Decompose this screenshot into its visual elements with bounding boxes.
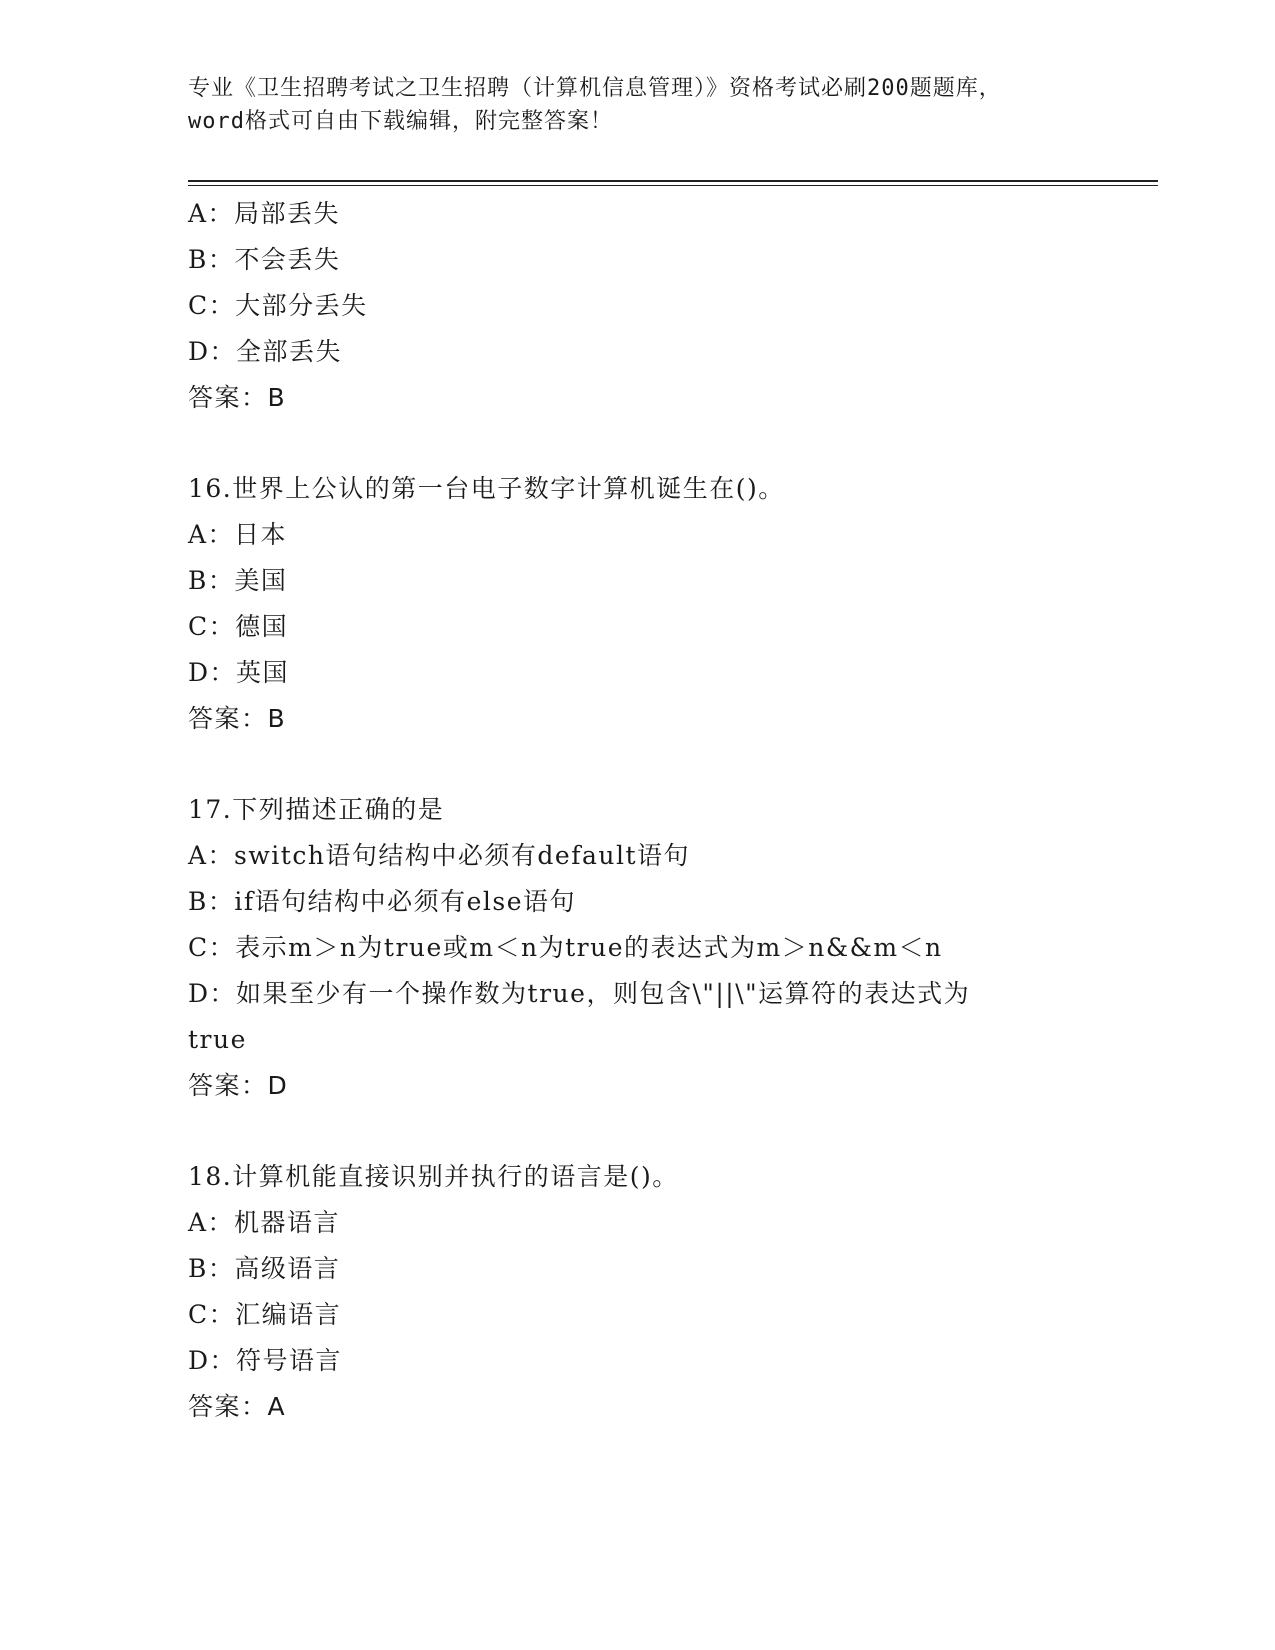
option-a: A：日本 — [188, 520, 288, 549]
document-header — [188, 72, 1088, 138]
option-d: D：英国 — [188, 658, 290, 687]
option-a: A：机器语言 — [188, 1208, 341, 1237]
answer: 答案：B — [188, 383, 287, 412]
option-d: D：全部丢失 — [188, 337, 343, 366]
option-b: B：if语句结构中必须有else语句 — [188, 887, 577, 916]
question-17 — [188, 787, 1158, 1109]
option-d-continuation: true — [188, 1025, 247, 1054]
option-b: B：不会丢失 — [188, 245, 341, 274]
option-b: B：高级语言 — [188, 1254, 341, 1283]
option-a: A：switch语句结构中必须有default语句 — [188, 841, 691, 870]
option-d: D：符号语言 — [188, 1346, 343, 1375]
option-b: B：美国 — [188, 566, 288, 595]
question-text: 18.计算机能直接识别并执行的语言是()。 — [188, 1162, 679, 1191]
option-c: C：大部分丢失 — [188, 291, 368, 320]
question-list — [188, 191, 1158, 1430]
question-16 — [188, 466, 1158, 742]
answer: 答案：D — [188, 1071, 289, 1100]
answer: 答案：B — [188, 704, 287, 733]
option-a: A：局部丢失 — [188, 199, 341, 228]
question-15 — [188, 191, 1158, 421]
answer: 答案：A — [188, 1392, 287, 1421]
header-line-1: 专业《卫生招聘考试之卫生招聘（计算机信息管理）》资格考试必刷200题题库， — [188, 76, 1002, 101]
option-d: D：如果至少有一个操作数为true，则包含\"||\"运算符的表达式为 — [188, 979, 971, 1008]
question-text: 17.下列描述正确的是 — [188, 795, 445, 824]
option-c: C：德国 — [188, 612, 289, 641]
header-line-2: word格式可自由下载编辑，附完整答案！ — [188, 109, 613, 134]
question-18 — [188, 1154, 1158, 1430]
option-c: C：表示m＞n为true或m＜n为true的表达式为m＞n&&m＜n — [188, 933, 943, 962]
option-c: C：汇编语言 — [188, 1300, 342, 1329]
header-divider — [188, 180, 1158, 186]
question-text: 16.世界上公认的第一台电子数字计算机诞生在()。 — [188, 474, 785, 503]
